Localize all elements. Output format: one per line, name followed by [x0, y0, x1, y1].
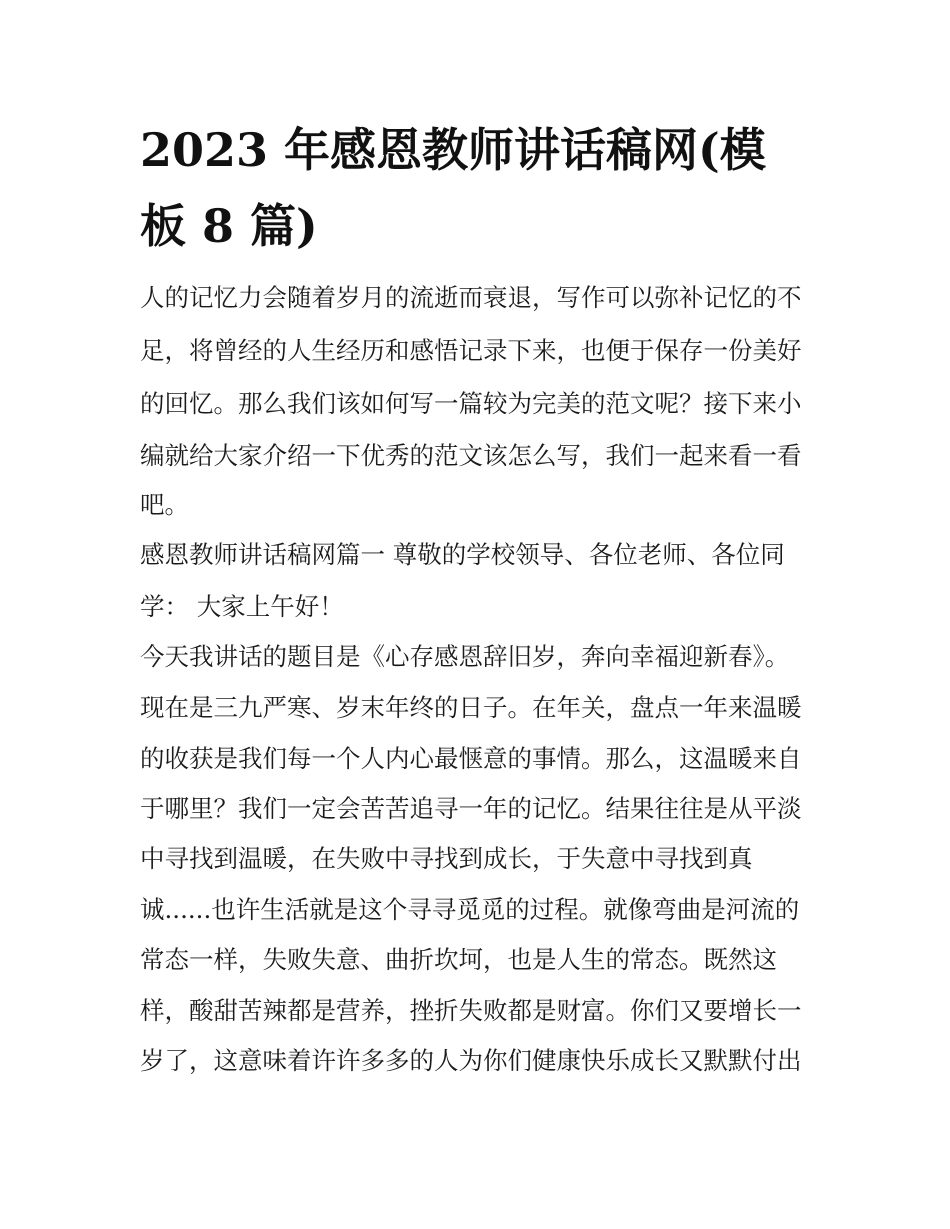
body-line: 中寻找到温暖，在失败中寻找到成长，于失意中寻找到真: [140, 844, 753, 873]
title-text-1: 2023 年感恩教师讲话稿网(模: [140, 123, 766, 177]
document-title-line-1: [140, 123, 820, 177]
body-line: 吧。: [140, 490, 189, 519]
title-text-2: 板 8 篇): [140, 199, 318, 253]
body-line: 的收获是我们每一个人内心最惬意的事情。那么，这温暖来自: [140, 744, 802, 773]
body-line: 诚......也许生活就是这个寻寻觅觅的过程。就像弯曲是河流的: [140, 895, 800, 924]
body-line: 学： 大家上午好！: [140, 592, 344, 621]
body-line: 的回忆。那么我们该如何写一篇较为完美的范文呢？接下来小: [140, 389, 802, 418]
body-line: 现在是三九严寒、岁末年终的日子。在年关，盘点一年来温暖: [140, 693, 802, 722]
body-line: 样，酸甜苦辣都是营养，挫折失败都是财富。你们又要增长一: [140, 996, 802, 1025]
body-line: 岁了，这意味着许许多多的人为你们健康快乐成长又默默付出: [140, 1046, 802, 1075]
body-line: 足，将曾经的人生经历和感悟记录下来，也便于保存一份美好: [140, 336, 802, 365]
body-line: 编就给大家介绍一下优秀的范文该怎么写，我们一起来看一看: [140, 441, 802, 470]
body-line: 今天我讲话的题目是《心存感恩辞旧岁，奔向幸福迎新春》。: [140, 642, 790, 671]
body-line: 常态一样，失败失意、曲折坎坷，也是人生的常态。既然这: [140, 945, 777, 974]
body-line: 于哪里？我们一定会苦苦追寻一年的记忆。结果往往是从平淡: [140, 794, 802, 823]
document-title-line-2: [140, 199, 820, 253]
body-line: 人的记忆力会随着岁月的流逝而衰退，写作可以弥补记忆的不: [140, 283, 802, 312]
body-line: 感恩教师讲话稿网篇一 尊敬的学校领导、各位老师、各位同: [140, 540, 785, 569]
